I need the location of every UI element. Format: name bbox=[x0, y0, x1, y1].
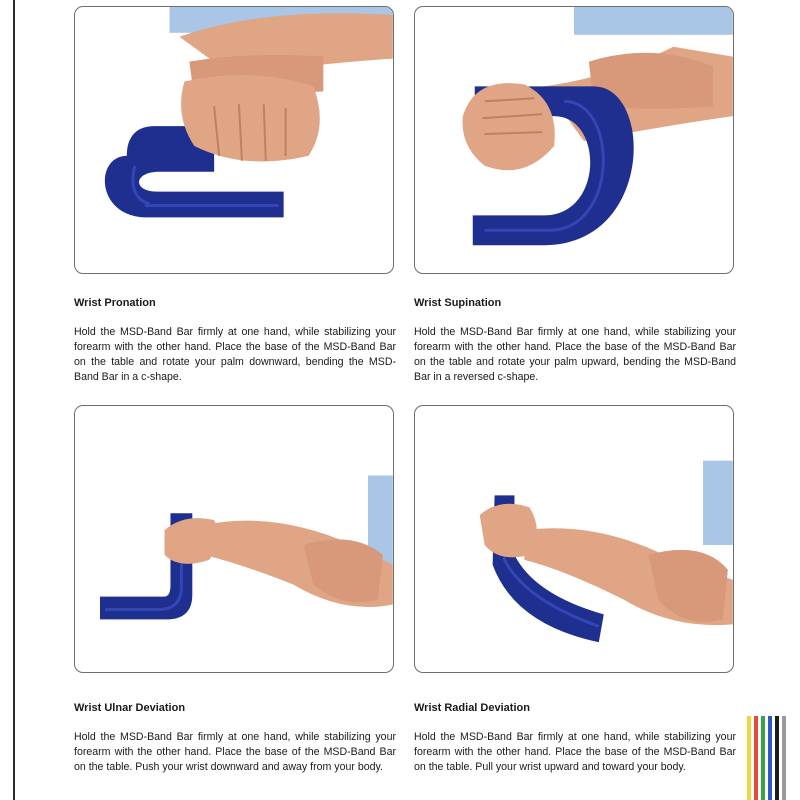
exercise-instructions: Hold the MSD-Band Bar firmly at one hand, while stabilizing your forearm with the other hand. Place the base of the MSD-Band Bar on the table and rotate your palm downward, bending the MSD-Band Bar in a c-shape. bbox=[74, 326, 396, 383]
exercise-title: Wrist Pronation bbox=[74, 297, 156, 309]
photo-wrist-pronation bbox=[74, 6, 394, 274]
caption-wrist-pronation bbox=[74, 296, 396, 385]
exercise-title: Wrist Supination bbox=[414, 297, 502, 309]
exercise-instructions: Hold the MSD-Band Bar firmly at one hand, while stabilizing your forearm with the other hand. Place the base of the MSD-Band Bar on the table. Pull your wrist upward and toward your body. bbox=[414, 731, 736, 773]
colored-band-bars bbox=[745, 716, 787, 800]
photo-wrist-ulnar-deviation bbox=[74, 405, 394, 673]
exercise-instructions: Hold the MSD-Band Bar firmly at one hand, while stabilizing your forearm with the other hand. Place the base of the MSD-Band Bar on the table. Push your wrist downward and away from your body. bbox=[74, 731, 396, 773]
photo-wrist-radial-deviation bbox=[414, 405, 734, 673]
exercise-title: Wrist Radial Deviation bbox=[414, 702, 530, 714]
caption-wrist-ulnar-deviation bbox=[74, 701, 396, 775]
photo-wrist-supination bbox=[414, 6, 734, 274]
caption-wrist-radial-deviation bbox=[414, 701, 736, 775]
exercise-instructions: Hold the MSD-Band Bar firmly at one hand, while stabilizing your forearm with the other hand. Place the base of the MSD-Band Bar on the table and rotate your palm upward, bending the MSD-Band Bar in a reversed c-shape. bbox=[414, 326, 736, 383]
page-left-rule bbox=[13, 0, 15, 800]
caption-wrist-supination bbox=[414, 296, 736, 385]
exercise-title: Wrist Ulnar Deviation bbox=[74, 702, 186, 714]
